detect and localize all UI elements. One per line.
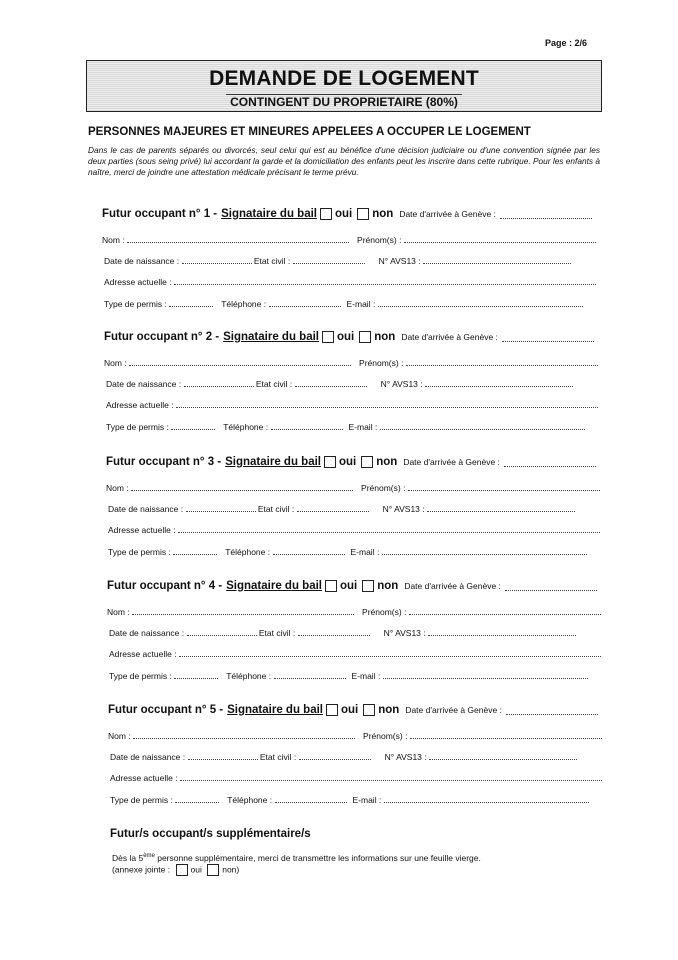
row-nom [107,605,601,617]
occupant-block-2 [0,331,678,441]
section-intro: Dans le cas de parents séparés ou divorcés, seul celui qui est au bénéfice d'une décision judiciaire ou d'une convention signée par les deux parties (sous seing privé) lui accordant la garde et la domiciliation des enfants peut les inscrire dans cette rubrique. Pour les enfants à naître, merci de joindre une attestation médicale précisant le terme prévu. [88,145,600,177]
row-adresse [108,523,600,535]
permis-field[interactable] [171,420,215,430]
avs-label: N° AVS13 : [380,379,423,389]
naissance-label: Date de naissance : [104,256,180,266]
nom-label: Nom : [107,607,130,617]
extra-text-after: personne supplémentaire, merci de transmettre les informations sur une feuille vierge. [154,852,481,863]
adresse-label: Adresse actuelle : [104,277,172,287]
naissance-label: Date de naissance : [106,379,182,389]
signataire-label: Signataire du bail [225,456,321,468]
non-label: non [377,580,399,592]
email-label: E-mail : [351,671,381,681]
arrivee-field[interactable] [500,209,592,219]
telephone-label: Téléphone : [221,299,267,309]
adresse-field[interactable] [176,398,598,408]
permis-field[interactable] [169,297,213,307]
row-naissance [108,502,575,514]
arrivee-field[interactable] [506,705,598,715]
row-contact [110,793,589,805]
avs-field[interactable] [427,502,575,512]
row-naissance [109,626,576,638]
row-contact [108,545,587,557]
annexe-label: (annexe jointe : [112,864,171,875]
signataire-oui-checkbox[interactable] [325,580,337,592]
signataire-non-checkbox[interactable] [362,580,374,592]
prenom-field[interactable] [408,481,600,491]
signataire-non-checkbox[interactable] [361,456,373,468]
page-subtitle: CONTINGENT DU PROPRIETAIRE (80%) [226,94,462,109]
etat-civil-label: Etat civil : [259,752,297,762]
permis-label: Type de permis : [104,299,167,309]
telephone-field[interactable] [269,297,341,307]
adresse-label: Adresse actuelle : [110,773,178,783]
occupant-block-4 [0,580,678,690]
signataire-oui-checkbox[interactable] [320,208,332,220]
telephone-label: Téléphone : [223,422,269,432]
etat-civil-label: Etat civil : [257,504,295,514]
prenom-label: Prénom(s) : [362,607,407,617]
signataire-oui-checkbox[interactable] [324,456,336,468]
etat-civil-field[interactable] [295,377,367,387]
occupant-title: Futur occupant n° 4 - [107,580,223,592]
telephone-field[interactable] [273,545,345,555]
occupant-block-1 [0,208,678,318]
occupant-title: Futur occupant n° 2 - [104,331,220,343]
occupant-header [107,580,597,592]
permis-field[interactable] [175,793,219,803]
non-label: non [376,456,398,468]
annexe-oui-label: oui [190,864,202,875]
oui-label: oui [338,456,357,468]
adresse-label: Adresse actuelle : [108,525,176,535]
telephone-field[interactable] [271,420,343,430]
etat-civil-field[interactable] [298,626,370,636]
permis-label: Type de permis : [109,671,172,681]
signataire-oui-checkbox[interactable] [322,331,334,343]
nom-field[interactable] [132,605,354,615]
email-field[interactable] [378,297,583,307]
row-nom [104,356,598,368]
annexe-non-label: non) [222,864,240,875]
non-label: non [374,331,396,343]
oui-label: oui [334,208,353,220]
prenom-field[interactable] [406,356,598,366]
page-number: Page : 2/6 [545,38,588,48]
permis-field[interactable] [173,545,217,555]
telephone-field[interactable] [274,669,346,679]
signataire-label: Signataire du bail [223,331,319,343]
email-field[interactable] [382,545,587,555]
extra-text-before: Dès la 5 [112,852,144,863]
non-label: non [378,704,400,716]
avs-field[interactable] [423,254,571,264]
nom-field[interactable] [131,481,353,491]
etat-civil-label: Etat civil : [255,379,293,389]
avs-label: N° AVS13 : [384,752,427,762]
row-adresse [104,275,596,287]
row-adresse [109,647,601,659]
occupant-title: Futur occupant n° 3 - [106,456,222,468]
occupant-header [102,208,592,220]
avs-label: N° AVS13 : [383,628,426,638]
row-nom [108,729,602,741]
row-naissance [104,254,571,266]
occupant-header [104,331,594,343]
oui-label: oui [336,331,355,343]
naissance-field[interactable] [184,377,254,387]
prenom-field[interactable] [404,233,596,243]
extra-text-sup: ème [143,853,155,859]
nom-field[interactable] [127,233,349,243]
nom-field[interactable] [129,356,351,366]
signataire-label: Signataire du bail [227,704,323,716]
occupant-header [108,704,598,716]
telephone-label: Téléphone : [225,547,271,557]
email-label: E-mail : [348,422,378,432]
naissance-field[interactable] [182,254,252,264]
avs-field[interactable] [428,626,576,636]
title-box [86,60,602,112]
occupant-title: Futur occupant n° 5 - [108,704,224,716]
prenom-field[interactable] [410,729,602,739]
row-nom [102,233,596,245]
etat-civil-label: Etat civil : [253,256,291,266]
email-label: E-mail : [346,299,376,309]
nom-label: Nom : [102,235,125,245]
etat-civil-field[interactable] [297,502,369,512]
telephone-label: Téléphone : [227,795,273,805]
email-field[interactable] [380,420,585,430]
permis-field[interactable] [174,669,218,679]
occupant-header [106,456,596,468]
signataire-non-checkbox[interactable] [357,208,369,220]
nom-label: Nom : [104,358,127,368]
arrivee-label: Date d'arrivée à Genève : [404,581,501,591]
non-label: non [372,208,394,220]
occupant-title: Futur occupant n° 1 - [102,208,218,220]
email-label: E-mail : [350,547,380,557]
etat-civil-label: Etat civil : [258,628,296,638]
row-naissance [106,377,573,389]
avs-field[interactable] [425,377,573,387]
prenom-label: Prénom(s) : [357,235,402,245]
adresse-field[interactable] [179,647,601,657]
prenom-label: Prénom(s) : [361,483,406,493]
prenom-label: Prénom(s) : [359,358,404,368]
nom-label: Nom : [108,731,131,741]
naissance-field[interactable] [188,750,258,760]
occupant-block-3 [0,456,678,566]
row-naissance [110,750,577,762]
adresse-field[interactable] [174,275,596,285]
nom-label: Nom : [106,483,129,493]
email-field[interactable] [383,669,588,679]
email-label: E-mail : [352,795,382,805]
naissance-label: Date de naissance : [109,628,185,638]
signataire-label: Signataire du bail [226,580,322,592]
arrivee-label: Date d'arrivée à Genève : [405,705,502,715]
arrivee-label: Date d'arrivée à Genève : [399,209,496,219]
telephone-label: Téléphone : [226,671,272,681]
annexe-oui-checkbox[interactable] [176,864,188,876]
avs-label: N° AVS13 : [378,256,421,266]
extra-occupants-text [112,851,481,876]
extra-occupants-title: Futur/s occupant/s supplémentaire/s [110,828,311,840]
occupant-block-5 [0,704,678,814]
adresse-field[interactable] [178,523,600,533]
row-contact [104,297,583,309]
telephone-field[interactable] [275,793,347,803]
naissance-label: Date de naissance : [110,752,186,762]
section-heading: PERSONNES MAJEURES ET MINEURES APPELEES A OCCUPER LE LOGEMENT [88,126,531,138]
signataire-label: Signataire du bail [221,208,317,220]
etat-civil-field[interactable] [293,254,365,264]
oui-label: oui [340,704,359,716]
arrivee-field[interactable] [504,457,596,467]
avs-field[interactable] [429,750,577,760]
permis-label: Type de permis : [108,547,171,557]
row-contact [106,420,585,432]
row-adresse [106,398,598,410]
etat-civil-field[interactable] [299,750,371,760]
signataire-non-checkbox[interactable] [363,704,375,716]
adresse-label: Adresse actuelle : [106,400,174,410]
arrivee-label: Date d'arrivée à Genève : [401,332,498,342]
prenom-label: Prénom(s) : [363,731,408,741]
naissance-field[interactable] [187,626,257,636]
page-title: DEMANDE DE LOGEMENT [209,67,479,90]
adresse-label: Adresse actuelle : [109,649,177,659]
permis-label: Type de permis : [110,795,173,805]
avs-label: N° AVS13 : [382,504,425,514]
adresse-field[interactable] [180,771,602,781]
arrivee-field[interactable] [505,581,597,591]
permis-label: Type de permis : [106,422,169,432]
arrivee-label: Date d'arrivée à Genève : [403,457,500,467]
annexe-non-checkbox[interactable] [207,864,219,876]
naissance-label: Date de naissance : [108,504,184,514]
prenom-field[interactable] [409,605,601,615]
row-contact [109,669,588,681]
naissance-field[interactable] [186,502,256,512]
nom-field[interactable] [133,729,355,739]
row-adresse [110,771,602,783]
row-nom [106,481,600,493]
signataire-non-checkbox[interactable] [359,331,371,343]
arrivee-field[interactable] [502,332,594,342]
email-field[interactable] [384,793,589,803]
oui-label: oui [339,580,358,592]
signataire-oui-checkbox[interactable] [326,704,338,716]
